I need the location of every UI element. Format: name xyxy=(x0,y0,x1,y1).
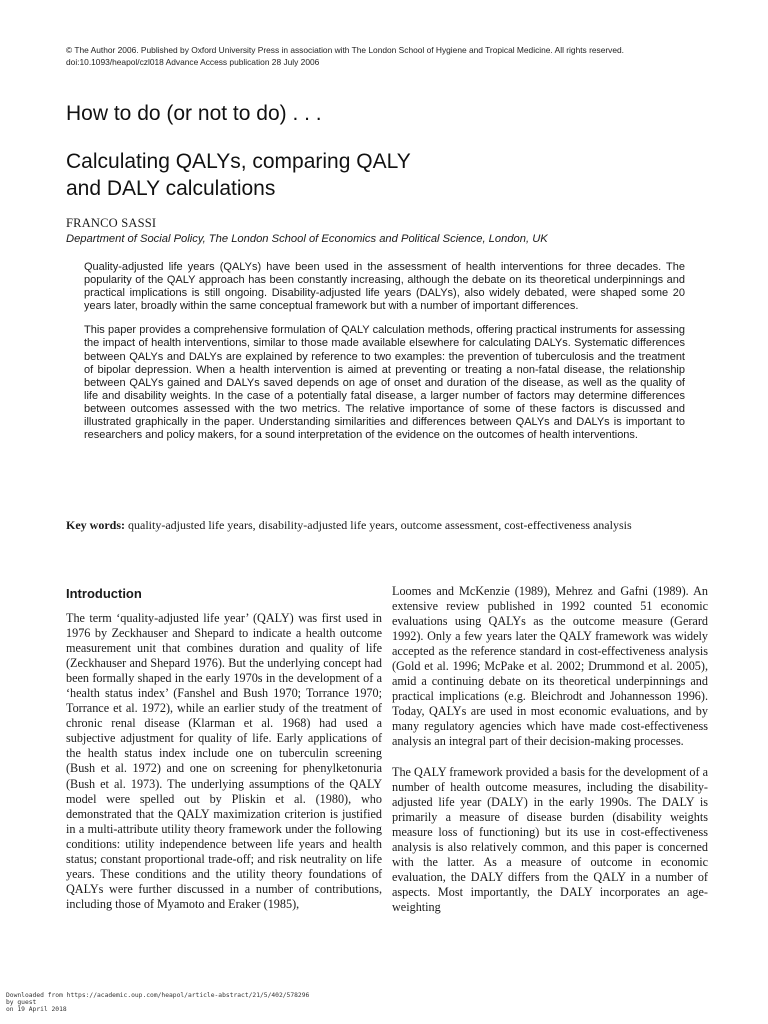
body-column-left xyxy=(66,584,382,927)
article-title-line-2: and DALY calculations xyxy=(66,177,276,200)
series-title: How to do (or not to do) . . . xyxy=(66,102,322,125)
author-affiliation: Department of Social Policy, The London School of Economics and Political Science, London, UK xyxy=(66,233,548,245)
abstract-paragraph-2: This paper provides a comprehensive formulation of QALY calculation methods, offering practical instruments for assessing the impact of health interventions, similar to those made available elsewhere for calculating DALYs. Systematic differences between QALYs and DALYs are explained by reference to two examples: the prevention of tuberculosis and the treatment of bipolar depression. When a health intervention is aimed at preventing or treating a non-fatal disease, the relationship between QALYs gained and DALYs saved depends on age of onset and duration of the disease, as well as the quality of life and disability weights. In the case of a potentially fatal disease, a larger number of factors may determine differences between outcomes assessed with the two metrics. The relative importance of some of these factors is discussed and illustrated graphically in the paper. Understanding similarities and differences between QALYs and DALYs is important to researchers and policy makers, for a sound interpretation of the evidence on the outcomes of health interventions. xyxy=(84,324,685,442)
download-line-1: Downloaded from https://academic.oup.com/heapol/article-abstract/21/5/402/578296 xyxy=(6,992,310,999)
download-line-2: by guest xyxy=(6,999,37,1007)
download-line-3: on 19 April 2018 xyxy=(6,1006,67,1014)
copyright-line: © The Author 2006. Published by Oxford University Press in association with The London School of Hygiene and Tropical Medicine. All rights reserved. xyxy=(66,45,624,55)
body-column-right xyxy=(392,584,708,930)
download-watermark xyxy=(6,992,309,1014)
body-paragraph: The QALY framework provided a basis for the development of a number of health outcome measures, including the disability-adjusted life year (DALY) in the early 1990s. The DALY is primarily a measure of disease burden (disability weights measure loss of functioning) but its use in cost-effectiveness analysis is also relatively common, and this paper is concerned with the latter. As a measure of outcome in economic evaluation, the DALY differs from the QALY in a number of aspects. Most importantly, the DALY incorporates an age-weighting xyxy=(392,764,708,914)
keywords xyxy=(66,518,706,533)
doi-line: doi:10.1093/heapol/czl018 Advance Access publication 28 July 2006 xyxy=(66,57,320,67)
abstract xyxy=(84,261,685,453)
keywords-text: quality-adjusted life years, disability-adjusted life years, outcome assessment, cost-effectiveness analysis xyxy=(125,518,632,532)
abstract-paragraph-1: Quality-adjusted life years (QALYs) have been used in the assessment of health interventions for three decades. The popularity of the QALY approach has been constantly increasing, although the debate on its theoretical underpinnings and practical implications is still ongoing. Disability-adjusted life years (DALYs), also widely debated, were shaped some 20 years later, broadly within the same conceptual framework but with a number of important differences. xyxy=(84,261,685,313)
article-title-line-1: Calculating QALYs, comparing QALY xyxy=(66,150,411,173)
author-name: FRANCO SASSI xyxy=(66,216,157,230)
section-heading-introduction: Introduction xyxy=(66,586,142,601)
body-paragraph: Loomes and McKenzie (1989), Mehrez and Gafni (1989). An extensive review published in 1992 counted 51 economic evaluations using QALYs as the outcome measure (Gerard 1992). Only a few years later the QALY framework was widely accepted as the reference standard in cost-effectiveness analysis (Gold et al. 1996; McPake et al. 2002; Drummond et al. 2005), amid a continuing debate on its theoretical underpinnings and practical implications (e.g. Bleichrodt and Johannesson 1996). Today, QALYs are used in most economic evaluations, and by many regulatory agencies which have made cost-effectiveness analysis an integral part of their decision-making processes. xyxy=(392,584,708,749)
body-paragraph: The term ‘quality-adjusted life year’ (QALY) was first used in 1976 by Zeckhauser and Shepard to indicate a health outcome measurement unit that combines duration and quality of life (Zeckhauser and Shepard 1976). But the underlying concept had been formally shaped in the early 1970s in the development of a ‘health status index’ (Fanshel and Bush 1970; Torrance 1970; Torrance et al. 1972), while an earlier study of the treatment of chronic renal disease (Klarman et al. 1968) had used a subjective adjustment for quality of life. Early applications of the health status index include one on tuberculin screening (Bush et al. 1972) and one on screening for phenylketonuria (Bush et al. 1973). The underlying assumptions of the QALY model were spelled out by Pliskin et al. (1980), who demonstrated that the QALY maximization criterion is justified in a multi-attribute utility theory framework under the following conditions: utility independence between life years and health status; constant proportional trade-off; and risk neutrality on life years. These conditions and the utility theory foundations of QALYs were further discussed in a number of contributions, including those of Myamoto and Eraker (1985), xyxy=(66,611,382,911)
keywords-label: Key words: xyxy=(66,518,125,532)
copyright-notice xyxy=(66,44,706,68)
article-title xyxy=(66,148,666,202)
